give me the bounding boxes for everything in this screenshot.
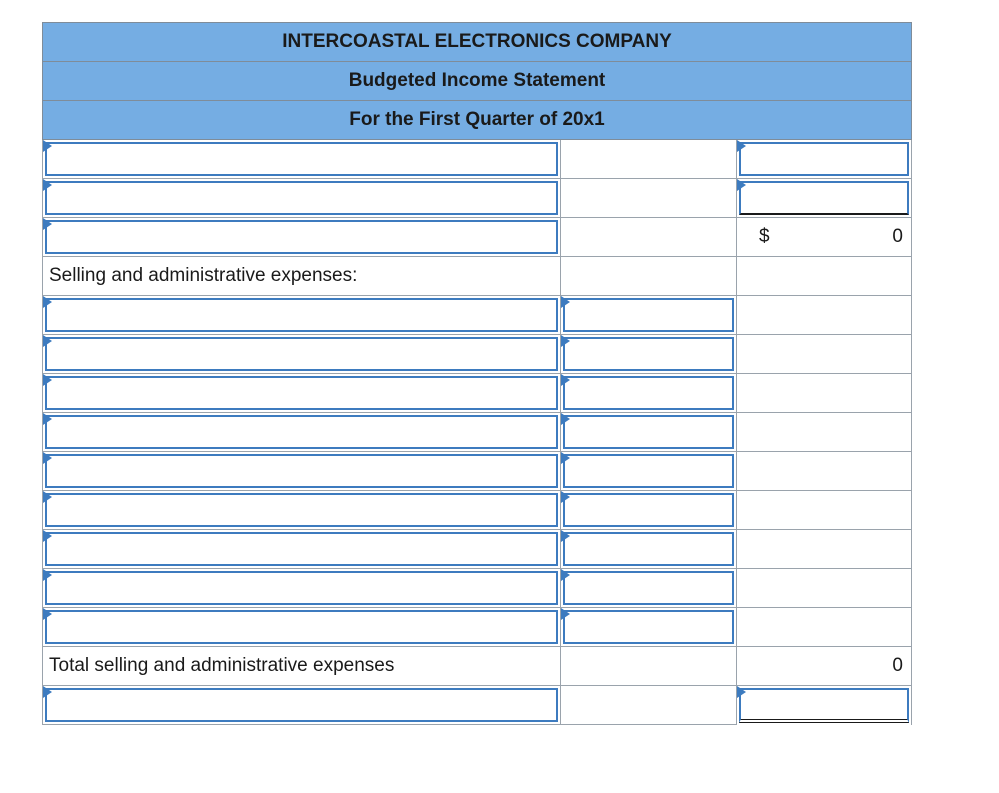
total-sga-label: Total selling and administrative expenses [49,655,395,676]
amount-cell [561,374,737,413]
dropdown-arrow-icon [561,452,570,464]
currency-symbol: $ [759,226,770,247]
net-income-input[interactable] [739,688,909,723]
income-statement-table [42,22,912,725]
expense-amount-input[interactable] [563,376,734,410]
total-cell [737,374,912,413]
expense-amount-input[interactable] [563,454,734,488]
dropdown-arrow-icon [43,413,52,425]
computed-value: 0 [892,226,903,247]
dropdown-arrow-icon [561,491,570,503]
total-cell [737,452,912,491]
dropdown-arrow-icon [561,374,570,386]
amount-cell [561,452,737,491]
dropdown-arrow-icon [43,374,52,386]
expense-row [42,530,912,569]
line-item-dropdown[interactable] [45,181,558,215]
table-row [42,140,912,179]
statement-title: Budgeted Income Statement [42,62,912,101]
expense-item-dropdown[interactable] [45,610,558,644]
sga-heading: Selling and administrative expenses: [49,265,358,286]
total-input[interactable] [739,142,909,176]
dropdown-arrow-icon [561,413,570,425]
dropdown-arrow-icon [43,686,52,698]
label-cell [42,608,561,647]
amount-cell [561,140,737,179]
expense-amount-input[interactable] [563,298,734,332]
table-row [42,179,912,218]
total-cell [737,179,912,218]
expense-item-dropdown[interactable] [45,454,558,488]
amount-cell [561,218,737,257]
total-cell [737,257,912,296]
label-cell [42,335,561,374]
line-item-dropdown[interactable] [45,220,558,254]
label-cell [42,296,561,335]
label-cell [42,374,561,413]
expense-amount-input[interactable] [563,571,734,605]
expense-row [42,413,912,452]
dropdown-arrow-icon [561,296,570,308]
expense-amount-input[interactable] [563,493,734,527]
total-input[interactable] [739,181,909,215]
line-item-dropdown[interactable] [45,688,558,722]
table-row [42,257,912,296]
total-cell [737,569,912,608]
total-cell [737,491,912,530]
expense-row [42,452,912,491]
dropdown-arrow-icon [43,608,52,620]
label-cell [42,491,561,530]
expense-item-dropdown[interactable] [45,376,558,410]
dropdown-arrow-icon [561,608,570,620]
amount-cell [561,296,737,335]
total-cell [737,296,912,335]
dropdown-arrow-icon [43,140,52,152]
dropdown-arrow-icon [43,530,52,542]
label-cell [42,218,561,257]
total-cell [737,218,912,257]
dropdown-arrow-icon [43,491,52,503]
dropdown-arrow-icon [43,335,52,347]
expense-item-dropdown[interactable] [45,337,558,371]
expense-item-dropdown[interactable] [45,493,558,527]
amount-cell [561,647,737,686]
amount-cell [561,335,737,374]
label-cell [42,530,561,569]
total-sga-value: 0 [892,655,903,676]
expense-item-dropdown[interactable] [45,415,558,449]
total-cell [737,140,912,179]
total-cell [737,413,912,452]
expense-amount-input[interactable] [563,532,734,566]
dropdown-arrow-icon [43,179,52,191]
expense-row [42,296,912,335]
dropdown-arrow-icon [43,452,52,464]
statement-period: For the First Quarter of 20x1 [42,101,912,140]
expense-amount-input[interactable] [563,337,734,371]
label-cell [42,647,561,686]
expense-row [42,608,912,647]
amount-cell [561,569,737,608]
expense-amount-input[interactable] [563,415,734,449]
dropdown-arrow-icon [43,218,52,230]
label-cell [42,179,561,218]
amount-cell [561,686,737,725]
table-row [42,647,912,686]
amount-cell [561,257,737,296]
label-cell [42,413,561,452]
dropdown-arrow-icon [737,140,746,152]
label-cell [42,569,561,608]
dropdown-arrow-icon [43,296,52,308]
expense-item-dropdown[interactable] [45,571,558,605]
total-cell [737,335,912,374]
amount-cell [561,413,737,452]
total-cell [737,686,912,725]
total-cell [737,647,912,686]
company-name: INTERCOASTAL ELECTRONICS COMPANY [42,22,912,62]
dropdown-arrow-icon [737,179,746,191]
expense-row [42,374,912,413]
expense-row [42,335,912,374]
line-item-dropdown[interactable] [45,142,558,176]
dropdown-arrow-icon [561,335,570,347]
label-cell [42,686,561,725]
dropdown-arrow-icon [561,569,570,581]
amount-cell [561,491,737,530]
amount-cell [561,179,737,218]
dropdown-arrow-icon [737,686,746,698]
expense-item-dropdown[interactable] [45,298,558,332]
label-cell [42,140,561,179]
table-row [42,218,912,257]
expense-row [42,569,912,608]
amount-cell [561,530,737,569]
total-cell [737,530,912,569]
dropdown-arrow-icon [561,530,570,542]
amount-cell [561,608,737,647]
expense-row [42,491,912,530]
dropdown-arrow-icon [43,569,52,581]
expense-amount-input[interactable] [563,610,734,644]
table-row [42,686,912,725]
label-cell [42,257,561,296]
label-cell [42,452,561,491]
total-cell [737,608,912,647]
expense-item-dropdown[interactable] [45,532,558,566]
